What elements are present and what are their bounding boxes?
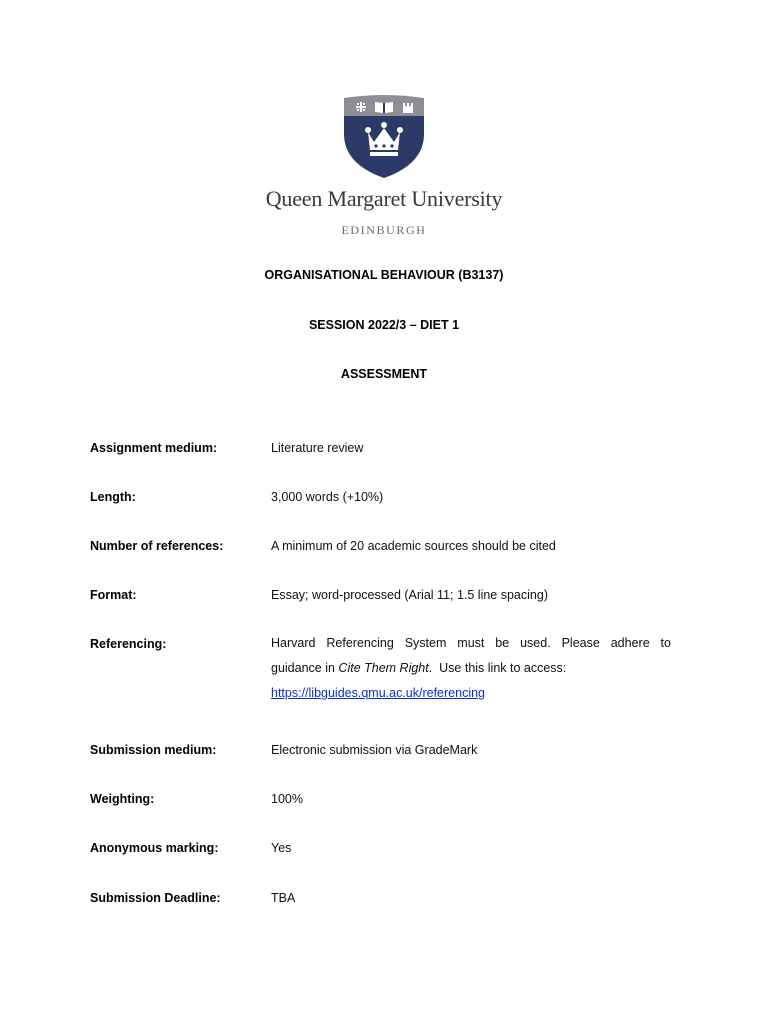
submission-deadline-label: Submission Deadline: — [90, 891, 221, 905]
assessment-heading: ASSESSMENT — [340, 367, 428, 381]
assignment-medium-label: Assignment medium: — [90, 441, 218, 455]
referencing-guidance-prefix: guidance in — [271, 661, 339, 675]
university-logo — [262, 92, 506, 238]
university-city: EDINBURGH — [341, 223, 427, 237]
submission-medium-label: Submission medium: — [90, 743, 217, 757]
referencing-link[interactable]: https://libguides.qmu.ac.uk/referencing — [271, 686, 486, 700]
thistle-icon — [356, 102, 366, 112]
anonymous-marking-value: Yes — [271, 841, 292, 855]
submission-medium-value: Electronic submission via GradeMark — [271, 743, 478, 757]
number-of-references-label: Number of references: — [90, 539, 224, 553]
course-title: ORGANISATIONAL BEHAVIOUR (B3137) — [264, 268, 504, 282]
cite-them-right-title: Cite Them Right — [338, 661, 429, 675]
length-value: 3,000 words (+10%) — [271, 490, 384, 504]
castle-icon — [403, 103, 413, 113]
referencing-guidance-suffix: . Use this link to access: — [428, 661, 567, 675]
submission-deadline-value: TBA — [271, 891, 296, 905]
weighting-label: Weighting: — [90, 792, 155, 806]
assignment-medium-value: Literature review — [271, 441, 364, 455]
number-of-references-value: A minimum of 20 academic sources should be cited — [271, 539, 556, 553]
format-value: Essay; word-processed (Arial 11; 1.5 line spacing) — [271, 588, 548, 602]
length-label: Length: — [90, 490, 136, 504]
referencing-label: Referencing: — [90, 637, 167, 651]
university-name: Queen Margaret University — [265, 186, 503, 211]
university-crest — [342, 94, 426, 178]
referencing-value — [271, 631, 671, 706]
format-label: Format: — [90, 588, 137, 602]
open-book-icon — [375, 102, 393, 113]
anonymous-marking-label: Anonymous marking: — [90, 841, 219, 855]
weighting-value: 100% — [271, 792, 303, 806]
session-title: SESSION 2022/3 – DIET 1 — [308, 318, 460, 332]
referencing-line-1: Harvard Referencing System must be used. Please adhere to — [271, 636, 671, 650]
